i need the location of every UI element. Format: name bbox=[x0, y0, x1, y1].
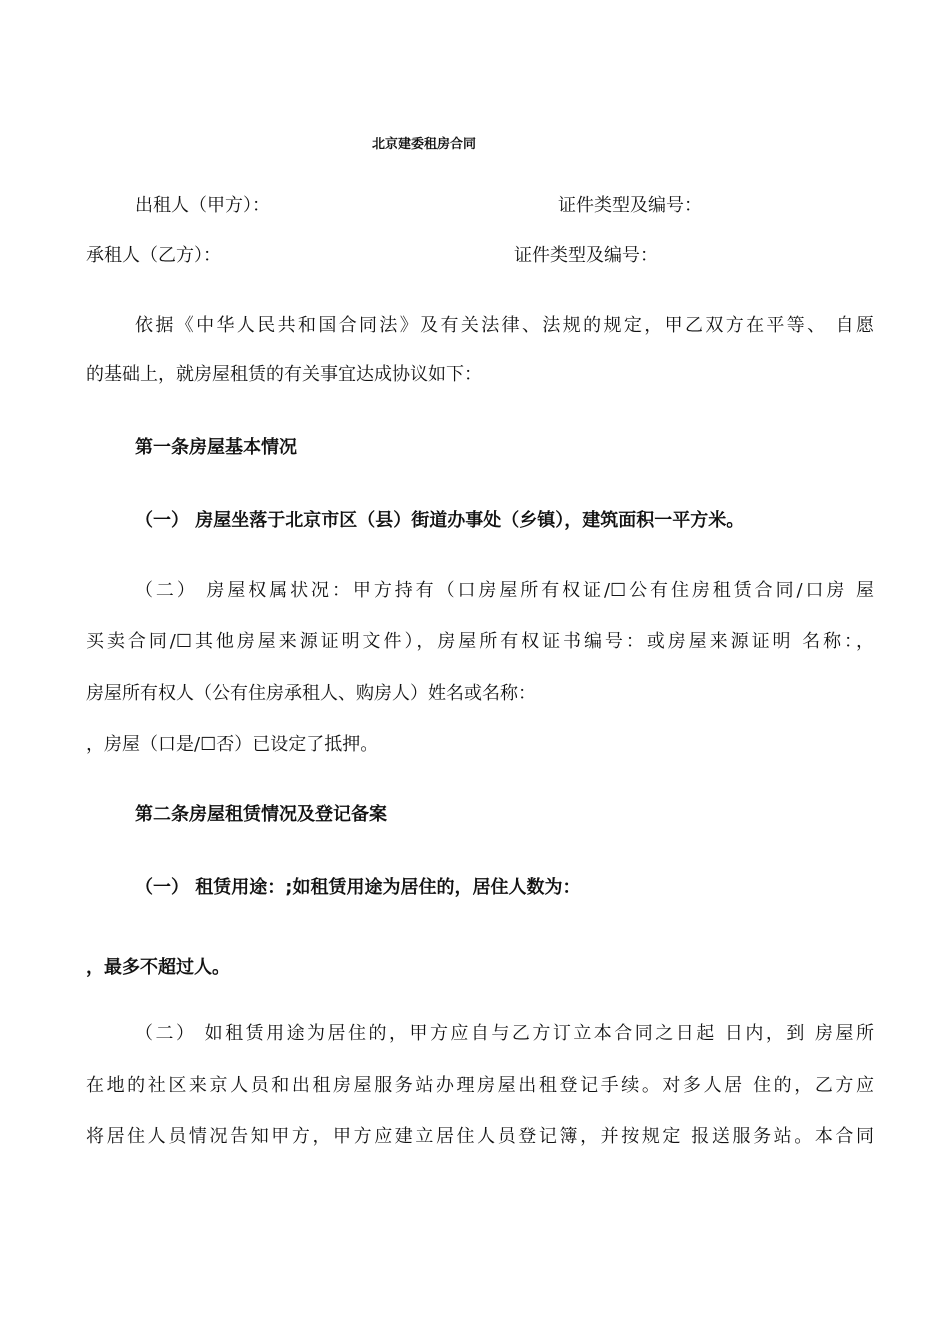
article-2-item-2-line: 在地的社区来京人员和出租房屋服务站办理房屋出租登记手续。对多人居 住的，乙方应 bbox=[86, 1075, 874, 1096]
lessee-label: 承租人（乙方）： bbox=[86, 245, 221, 266]
lessor-label: 出租人（甲方）： bbox=[135, 195, 270, 216]
article-2-item-2-line: （二） 如租赁用途为居住的，甲方应自与乙方订立本合同之日起 日内，到 房屋所 bbox=[135, 1023, 874, 1044]
article-2-item-2-line: 将居住人员情况告知甲方，甲方应建立居住人员登记簿，并按规定 报送服务站。本合同 bbox=[86, 1126, 874, 1147]
article-1-item-1: （一） 房屋坐落于北京市区（县）街道办事处（乡镇），建筑面积一平方米。 bbox=[135, 510, 745, 531]
preamble-line: 依据《中华人民共和国合同法》及有关法律、法规的规定，甲乙双方在平等、 自愿 bbox=[135, 315, 874, 336]
article-1-item-2-line: ，房屋（口是/☐否）已设定了抵押。 bbox=[86, 734, 379, 755]
lessor-id-label: 证件类型及编号： bbox=[558, 195, 702, 216]
article-2-item-1: （一） 租赁用途：;如租赁用途为居住的，居住人数为： bbox=[135, 877, 581, 898]
preamble-line: 的基础上，就房屋租赁的有关事宜达成协议如下： bbox=[86, 364, 482, 385]
article-1-heading: 第一条房屋基本情况 bbox=[135, 437, 297, 458]
article-2-item-1-cont: ，最多不超过人。 bbox=[86, 957, 230, 978]
article-1-item-2-line: 买卖合同/☐其他房屋来源证明文件），房屋所有权证书编号：或房屋来源证明 名称：， bbox=[86, 631, 874, 652]
article-1-item-2-line: 房屋所有权人（公有住房承租人、购房人）姓名或名称： bbox=[86, 683, 536, 704]
article-1-item-2-line: （二） 房屋权属状况：甲方持有（口房屋所有权证/☐公有住房租赁合同/口房 屋 bbox=[135, 580, 874, 601]
page-title: 北京建委租房合同 bbox=[372, 137, 477, 152]
lessee-id-label: 证件类型及编号： bbox=[514, 245, 658, 266]
article-2-heading: 第二条房屋租赁情况及登记备案 bbox=[135, 804, 387, 825]
